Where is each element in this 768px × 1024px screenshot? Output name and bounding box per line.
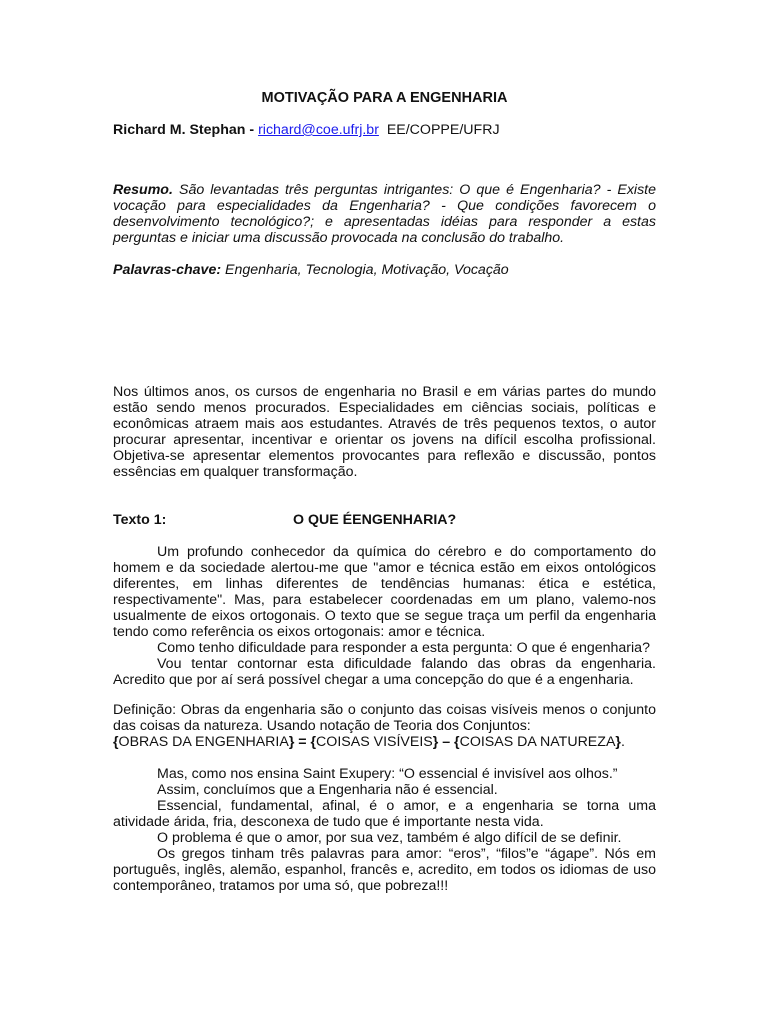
- set-formula: {OBRAS DA ENGENHARIA} = {COISAS VISÍVEIS} – {COISAS DA NATUREZA}.: [113, 734, 625, 750]
- section-body-b: [113, 766, 656, 894]
- author-name: Richard M. Stephan -: [113, 122, 255, 138]
- abstract: [113, 182, 656, 246]
- paragraph: Mas, como nos ensina Saint Exupery: “O essencial é invisível aos olhos.”: [157, 766, 618, 782]
- paragraph: Essencial, fundamental, afinal, é o amor, e a engenharia se torna uma atividade árida, fria, desconexa de tudo que é importante nesta vida.: [113, 798, 656, 830]
- author-affiliation: EE/COPPE/UFRJ: [386, 122, 500, 138]
- definition-block: [113, 702, 656, 750]
- keywords-label: Palavras-chave:: [113, 262, 222, 278]
- document-title: MOTIVAÇÃO PARA A ENGENHARIA: [261, 90, 508, 106]
- author-line: [113, 122, 656, 138]
- section-title: O QUE ÉENGENHARIA?: [293, 512, 457, 528]
- set-c: COISAS DA NATUREZA: [459, 734, 616, 750]
- section-label: Texto 1:: [113, 512, 167, 528]
- paragraph: Um profundo conhecedor da química do cérebro e do comportamento do homem e da sociedade alertou-me que "amor e técnica estão em eixos ontológicos diferentes, em linhas diferentes de tendências humanas: ética e estética, respectivamente". Mas, para estabelecer coordenadas em um plano, valemo-nos usualmente de eixos ortogonais. O texto que se segue traça um perfil da engenharia tendo como referência os eixos ortogonais: amor e técnica.: [113, 544, 656, 640]
- abstract-text: São levantadas três perguntas intrigantes: O que é Engenharia? - Existe vocação para especialidades da Engenharia? - Que condições favorecem o desenvolvimento tecnológico?; e apresentadas idéias para responder a estas perguntas e iniciar uma discussão provocada na conclusão do trabalho.: [113, 182, 656, 246]
- keywords: [113, 262, 656, 278]
- paragraph: Os gregos tinham três palavras para amor: “eros”, “filos”e “ágape”. Nós em português, inglês, alemão, espanhol, francês e, acredito, em todos os idiomas de uso contemporâneo, tratamos por uma só, que pobreza!!!: [113, 846, 656, 894]
- definition-text: Definição: Obras da engenharia são o conjunto das coisas visíveis menos o conjunto das coisas da natureza. Usando notação de Teoria dos Conjuntos:: [113, 702, 656, 734]
- section-heading: [113, 512, 656, 528]
- paragraph: Como tenho dificuldade para responder a esta pergunta: O que é engenharia?: [157, 640, 650, 656]
- section-body-a: [113, 544, 656, 688]
- set-b: COISAS VISÍVEIS: [316, 734, 433, 750]
- author-email-link[interactable]: richard@coe.ufrj.br: [258, 122, 379, 138]
- set-a: OBRAS DA ENGENHARIA: [118, 734, 289, 750]
- paragraph: Assim, concluímos que a Engenharia não é essencial.: [157, 782, 498, 798]
- abstract-label: Resumo.: [113, 182, 173, 198]
- paragraph: Vou tentar contornar esta dificuldade falando das obras da engenharia. Acredito que por aí será possível chegar a uma concepção do que é a engenharia.: [113, 656, 656, 688]
- paragraph: O problema é que o amor, por sua vez, também é algo difícil de se definir.: [157, 830, 622, 846]
- keywords-text: Engenharia, Tecnologia, Motivação, Vocação: [225, 262, 509, 278]
- intro-paragraph: Nos últimos anos, os cursos de engenharia no Brasil e em várias partes do mundo estão sendo menos procurados. Especialidades em ciências sociais, políticas e econômicas atraem mais aos estudantes. Através de três pequenos textos, o autor procurar apresentar, incentivar e orientar os jovens na difícil escolha profissional. Objetiva-se apresentar elementos provocantes para reflexão e discussão, pontos essências em qualquer transformação.: [113, 384, 656, 480]
